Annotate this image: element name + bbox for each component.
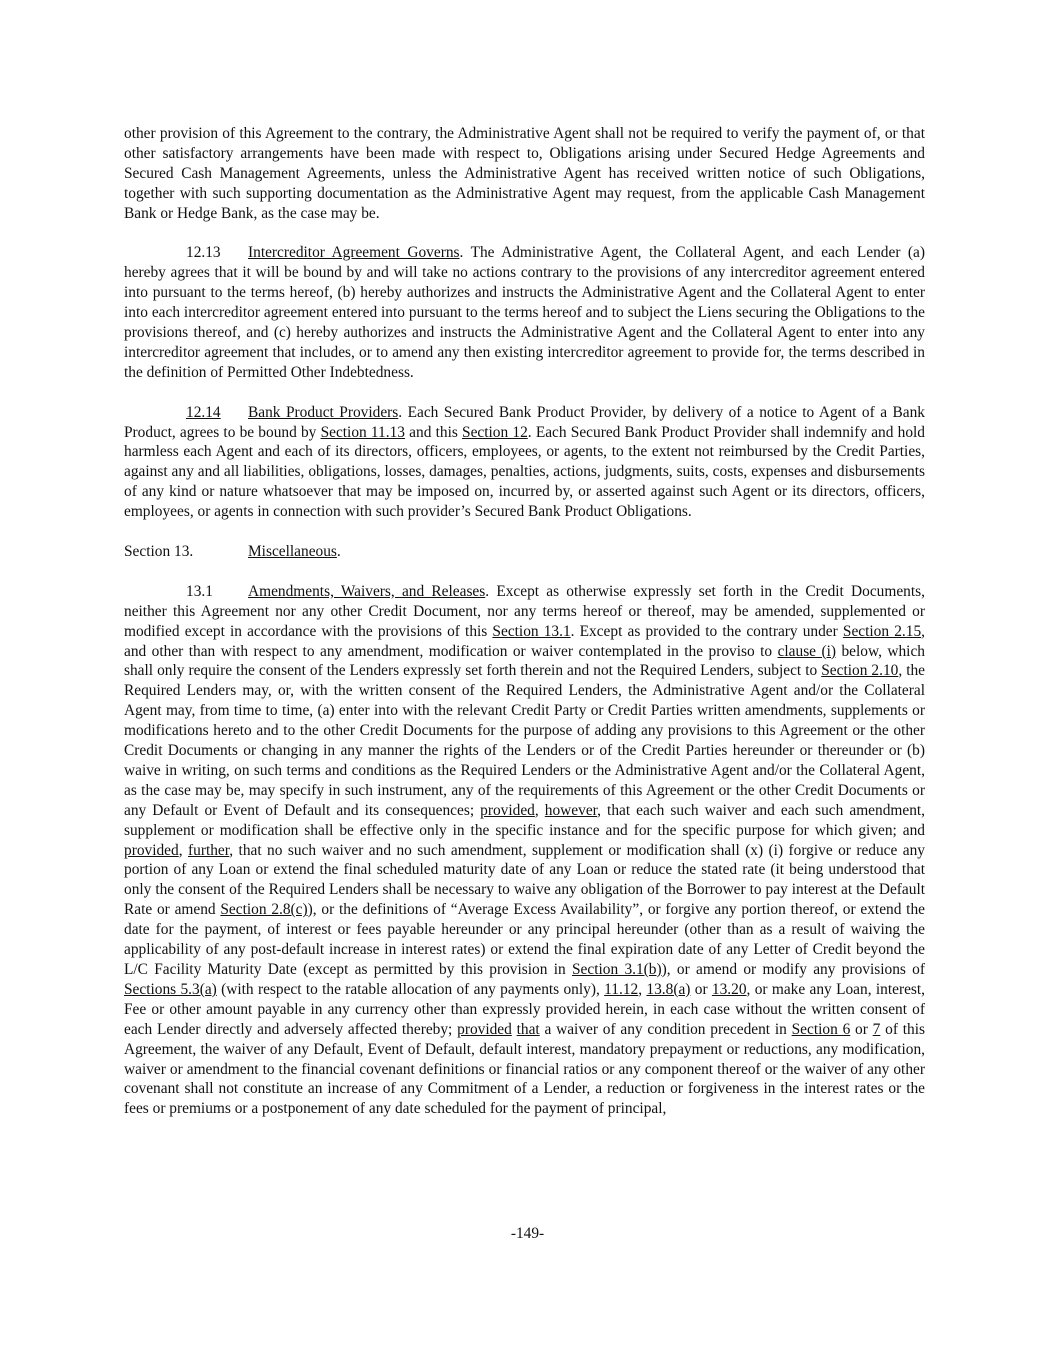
body-text: , that no such waiver and no such amendment, supplement or modification shall (x) (i) forgive or reduce any portion of any Loan or extend the final scheduled maturity date of any Loan or reduce the stated rate (it being understood that only the consent of the Required Lenders shall be necessary to waive any obligation of the Borrower to pay interest at the Default Rate or amend <box>124 841 925 919</box>
cross-reference: Sections 5.3(a) <box>124 980 217 998</box>
body-text: , <box>534 801 545 819</box>
section-number: 12.14 <box>186 403 221 421</box>
body-text: (with respect to the ratable allocation of any payments only), <box>216 980 605 998</box>
heading-number: Section 13. <box>124 542 194 560</box>
body-text: ), or the definitions of “Average Excess Availability”, or forgive any portion thereof, or extend the date for the payment, of interest or fees payable hereunder or any principal hereunder (other than as a result of waiving the applicability of any post-default increase in interest rates) or extend the final expiration date of any Letter of Credit beyond the L/C Facility Maturity Date (except as permitted by this provision in <box>124 901 925 978</box>
section-13-heading <box>124 542 925 562</box>
heading-period: . <box>336 542 341 560</box>
body-text: a waiver of any condition precedent in <box>539 1020 792 1038</box>
body-text: . Except as otherwise expressly set forth in the Credit Documents, neither this Agreement nor any other Credit Document, nor any terms hereof or thereof, may be amended, supplemented or modified except in accordance with the provisions of this <box>124 582 925 640</box>
body-text: and this <box>404 423 463 441</box>
cross-reference: 13.8(a) <box>646 980 691 998</box>
page-number: -149- <box>510 1225 545 1242</box>
section-12-13 <box>124 243 925 382</box>
emphasis-term: provided <box>124 841 179 859</box>
paragraph-continuation: other provision of this Agreement to the contrary, the Administrative Agent shall not be required to verify the payment of, or that other satisfactory arrangements have been made with respect to, Obligations arising under Secured Hedge Agreements and Secured Cash Management Agreements, unless the Administrative Agent has received written notice of such Obligations, together with such supporting documentation as the Administrative Agent may request, from the applicable Cash Management Bank or Hedge Bank, as the case may be. <box>124 125 925 222</box>
body-text: . Each Secured Bank Product Provider shall indemnify and hold harmless each Agent and each of its directors, officers, employees, or agents, to the extent not reimbursed by the Credit Parties, against any and all liabilities, obligations, losses, damages, penalties, actions, judgments, suits, costs, expenses and disbursements of any kind or nature whatsoever that may be imposed on, incurred by, or asserted against such Agent or its directors, officers, employees, or agents in connection with such provider’s Secured Bank Product Obligations. <box>124 423 925 521</box>
section-number: 13.1 <box>186 582 213 600</box>
body-text: , <box>178 841 188 859</box>
body-text: of this Agreement, the waiver of any Default, Event of Default, default interest, mandatory prepayment or reductions, any modification, waiver or amendment to the financial covenant definitions or financial ratios or any component thereof or the waiver of any other covenant shall not constitute an increase of any Commitment of a Lender, a reduction or forgiveness in the interest rates or the fees or premiums or a postponement of any date scheduled for the payment of principal, <box>124 1020 925 1118</box>
body-text: or <box>850 1020 873 1038</box>
section-title: Bank Product Providers <box>248 403 399 421</box>
cross-reference: Section 3.1(b) <box>571 961 662 978</box>
section-title: Intercreditor Agreement Governs <box>248 244 460 262</box>
cross-reference: Section 2.15 <box>842 622 922 640</box>
body-text: , or make any Loan, interest, Fee or other amount payable in any currency other than expressly provided herein, in each case without the written consent of each Lender directly and adversely affected thereby; <box>124 980 926 1038</box>
cross-reference: Section 13.1 <box>492 622 571 640</box>
section-12-14 <box>124 403 925 522</box>
section-title: Amendments, Waivers, and Releases <box>248 582 486 600</box>
emphasis-term: however <box>544 801 598 819</box>
body-text: below, which shall only require the consent of the Lenders expressly set forth therein and not the Required Lenders, subject to <box>124 642 925 680</box>
cross-reference: Section 2.8(c) <box>220 901 308 919</box>
heading-number-underlined <box>124 543 337 560</box>
body-text: , and other than with respect to any amendment, modification or waiver contemplated in the proviso to <box>124 622 925 660</box>
document-page <box>124 124 925 1119</box>
heading-title: Miscellaneous <box>248 542 337 560</box>
body-text: . Except as provided to the contrary under <box>570 622 843 640</box>
section-number: 12.13 <box>186 244 221 262</box>
cross-reference: Section 12 <box>462 423 528 441</box>
cross-reference: 11.12 <box>604 980 639 998</box>
emphasis-term: provided <box>457 1020 512 1038</box>
emphasis-term: further <box>188 841 230 859</box>
cross-reference: Section 11.13 <box>320 423 405 441</box>
cross-reference: Section 2.10 <box>821 662 899 680</box>
cross-reference: 13.20 <box>711 980 747 998</box>
section-13-1 <box>124 582 925 1119</box>
emphasis-term: that <box>516 1020 540 1038</box>
section-body: . The Administrative Agent, the Collateral Agent, and each Lender (a) hereby agrees that it will be bound by and will take no actions contrary to the provisions of any intercreditor agreement entered into pursuant to the terms hereof, (b) hereby authorizes and instructs the Administrative Agent and the Collateral Agent to enter into each intercreditor agreement entered into pursuant to the terms hereof and to subject the Liens securing the Obligations to the provisions thereof, and (c) hereby authorizes and instructs the Administrative Agent and the Collateral Agent to enter into any intercreditor agreement that includes, or to amend any then existing intercreditor agreement to provide for, the terms described in the definition of Permitted Other Indebtedness. <box>124 244 925 381</box>
body-text: , that each such waiver and each such amendment, supplement or modification shall be effective only in the specific instance and for the specific purpose for which given; and <box>124 801 926 839</box>
body-text: ), or amend or modify any provisions of <box>661 961 925 978</box>
cross-reference: Section 6 <box>791 1020 851 1038</box>
emphasis-term: provided <box>480 801 535 819</box>
cross-reference: clause (i) <box>777 642 836 660</box>
body-text: or <box>690 980 712 998</box>
body-text: , the Required Lenders may, or, with the written consent of the Required Lenders, the Administrative Agent and/or the Collateral Agent may, from time to time, (a) enter into with the relevant Credit Party or Credit Parties written amendments, supplements or modifications hereto and to the other Credit Documents for the purpose of adding any provisions to this Agreement or the other Credit Documents or changing in any manner the rights of the Lenders or of the Credit Parties hereunder or thereunder or (b) waive in writing, on such terms and conditions as the Required Lenders or the Administrative Agent and/or the Collateral Agent, as the case may be, may specify in such instrument, any of the requirements of this Agreement or the other Credit Documents or any Default or Event of Default and its consequences; <box>124 662 926 819</box>
body-text: . Each Secured Bank Product Provider, by delivery of a notice to Agent of a Bank Product, agrees to be bound by <box>124 403 925 441</box>
body-text: , <box>638 980 647 998</box>
cross-reference: 7 <box>872 1020 881 1038</box>
